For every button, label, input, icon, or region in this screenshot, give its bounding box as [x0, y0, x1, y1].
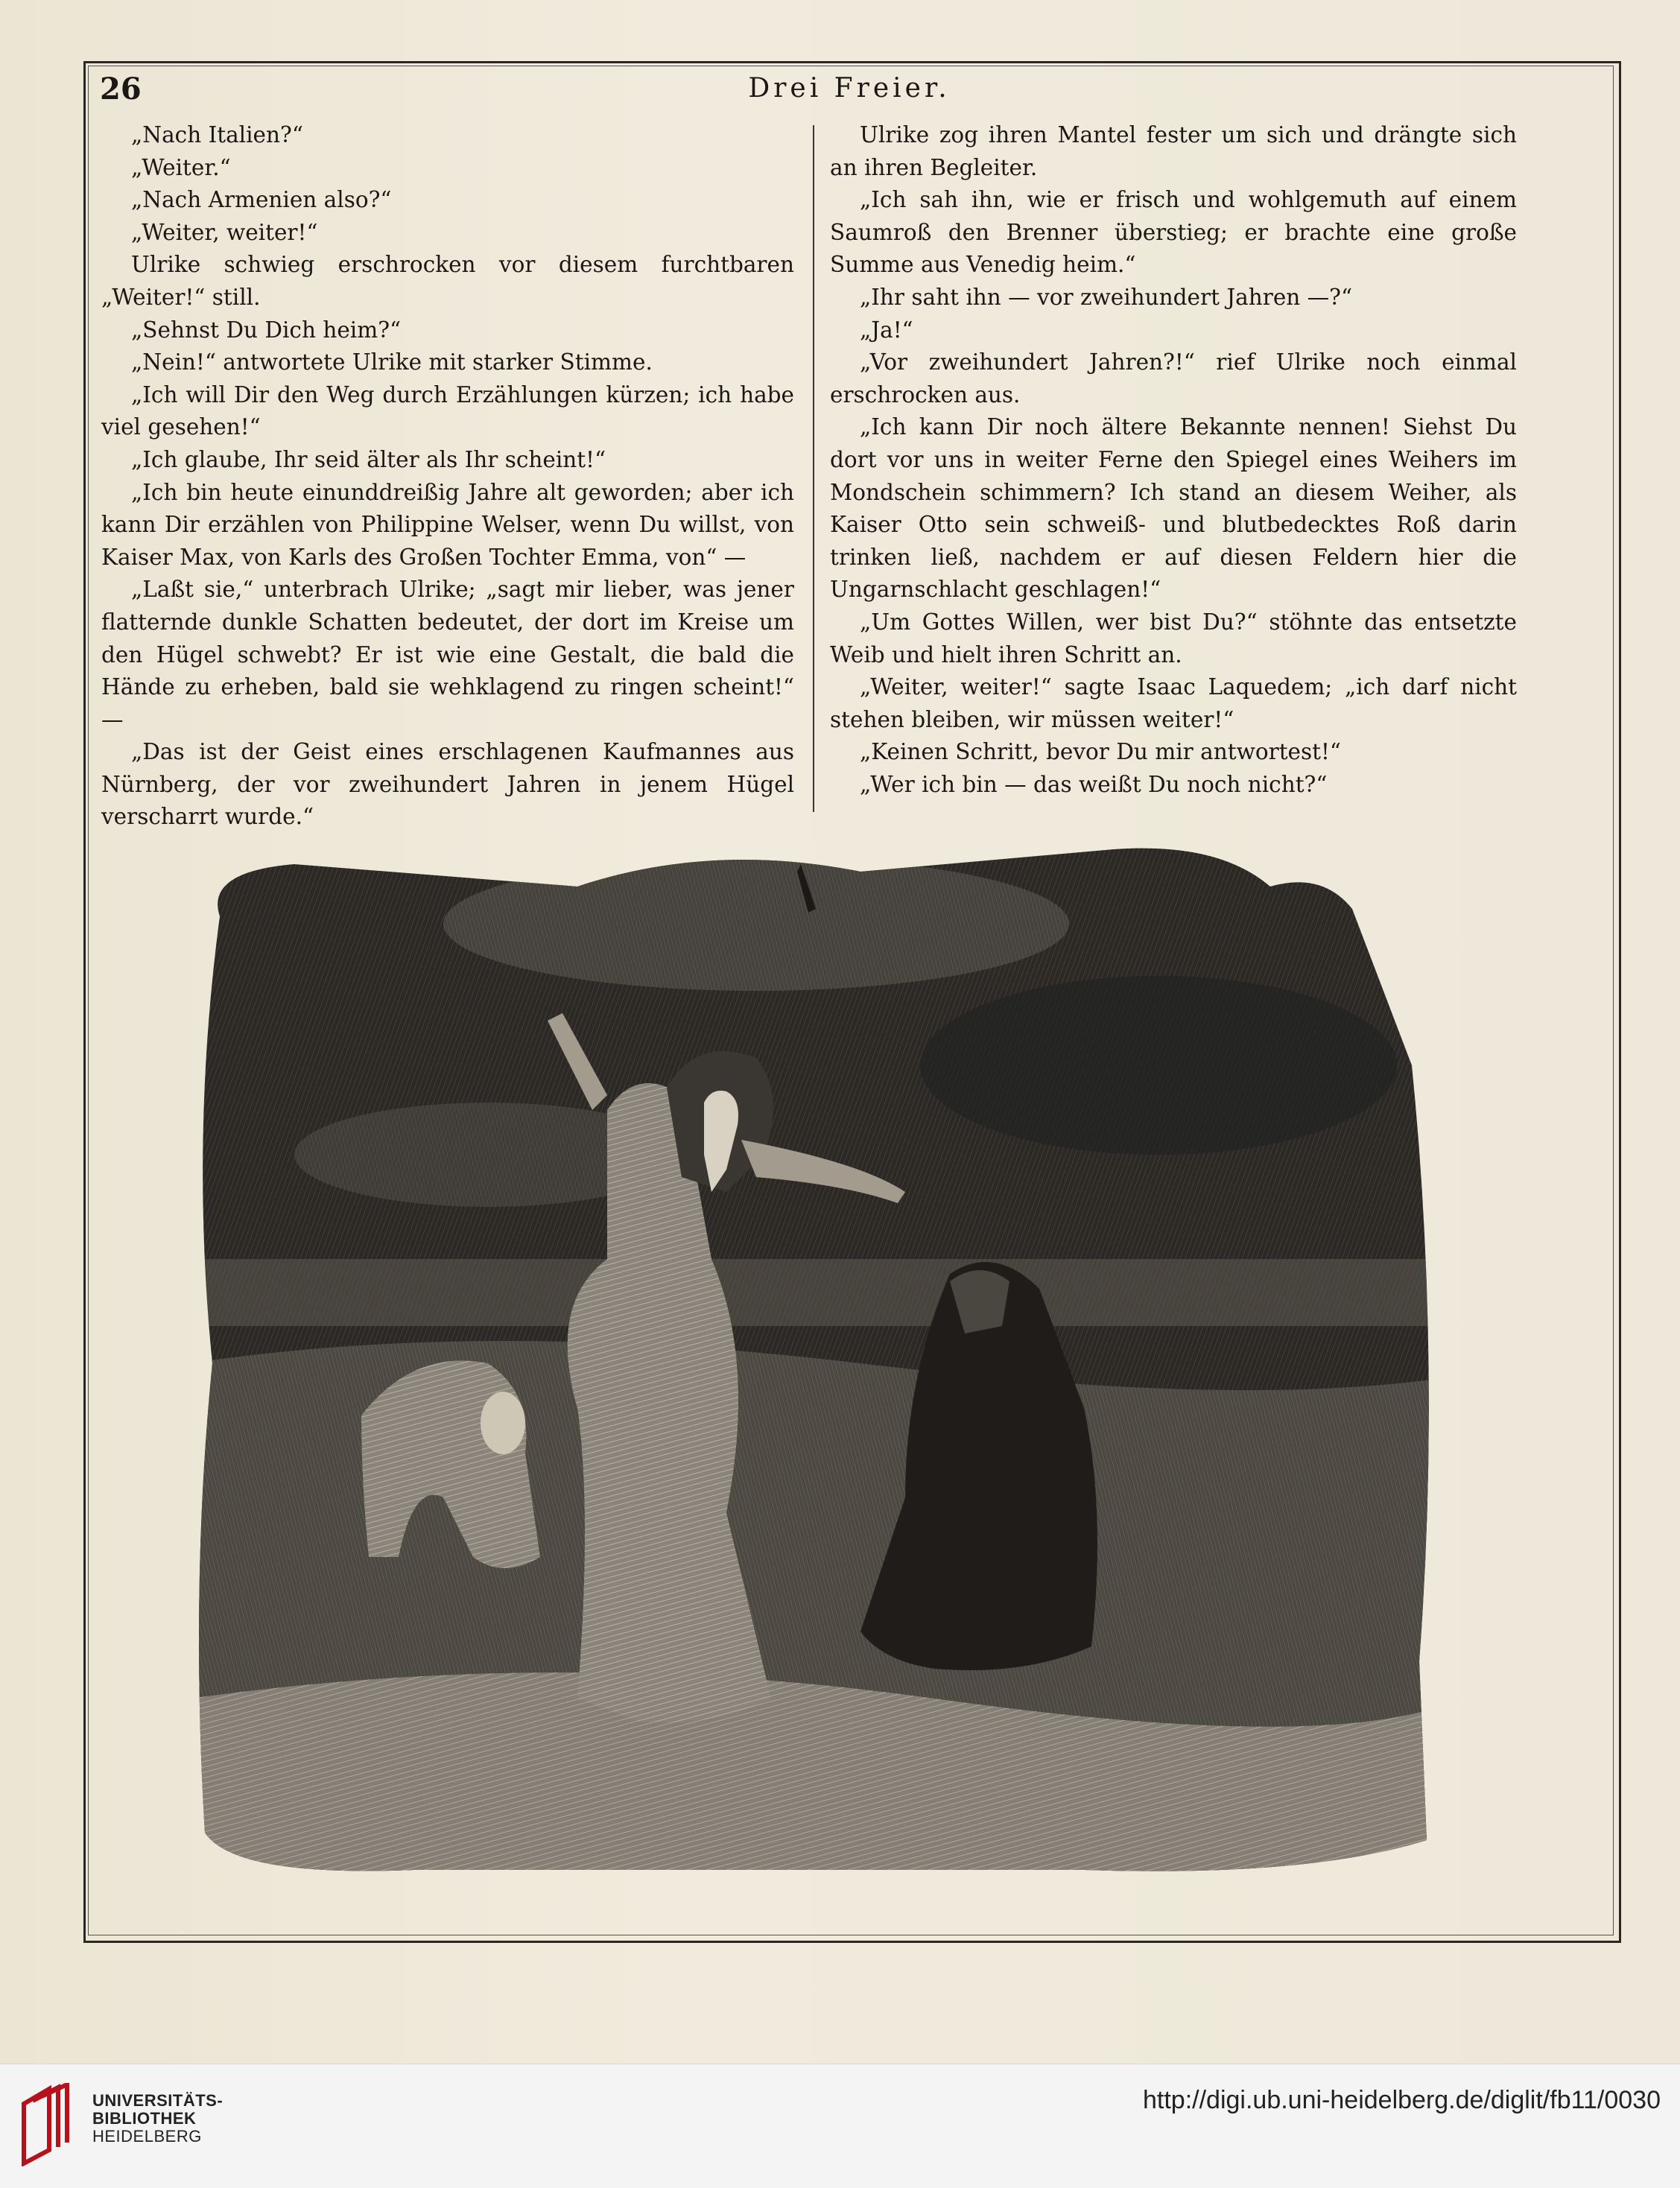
institution-line-1: UNIVERSITÄTS- [92, 2091, 224, 2110]
engraving-svg [190, 842, 1442, 1885]
paragraph: „Ich glaube, Ihr seid älter als Ihr scheint!“ [131, 446, 606, 472]
paragraph: „Ich will Dir den Weg durch Erzählungen kürzen; ich habe viel gesehen!“ [101, 381, 794, 440]
footer-bar [0, 2064, 1680, 2188]
paragraph: „Weiter.“ [131, 154, 231, 180]
university-library-logo [19, 2083, 83, 2166]
paragraph: „Ich bin heute einunddreißig Jahre alt geworden; aber ich kann Dir erzählen von Philippine Welser, wenn Du willst, von Kaiser Max, von Karls des Großen Tochter Emma, von“ — [101, 479, 794, 570]
column-divider [813, 125, 814, 812]
page-number: 26 [100, 72, 142, 107]
paragraph: „Weiter, weiter!“ sagte Isaac Laquedem; „ich darf nicht stehen bleiben, wir müssen weiter!“ [830, 674, 1517, 732]
permalink-url[interactable]: http://digi.ub.uni-heidelberg.de/diglit/fb11/0030 [1143, 2086, 1661, 2114]
right-column [830, 119, 1517, 801]
paragraph: „Das ist der Geist eines erschlagenen Kaufmannes aus Nürnberg, der vor zweihundert Jahren in jenem Hügel verscharrt wurde.“ [101, 739, 794, 830]
running-title: Drei Freier. [748, 73, 951, 104]
paragraph: „Ihr saht ihn — vor zweihundert Jahren —?“ [860, 284, 1353, 310]
paragraph: „Um Gottes Willen, wer bist Du?“ stöhnte das entsetzte Weib und hielt ihren Schritt an. [830, 609, 1517, 668]
page-header [97, 72, 1602, 109]
paragraph: „Ja!“ [860, 317, 913, 343]
paragraph: „Weiter, weiter!“ [131, 219, 318, 245]
paragraph: „Ich sah ihn, wie er frisch und wohlgemuth auf einem Saumroß den Brenner überstieg; er brachte eine große Summe aus Venedig heim.“ [830, 187, 1517, 278]
institution-line-2: BIBLIOTHEK [92, 2109, 197, 2128]
paragraph: „Keinen Schritt, bevor Du mir antwortest!“ [860, 739, 1341, 765]
left-column [101, 119, 794, 834]
paragraph: „Wer ich bin — das weißt Du noch nicht?“ [860, 771, 1328, 797]
paragraph: „Ich kann Dir noch ältere Bekannte nennen! Siehst Du dort vor uns in weiter Ferne den Spiegel eines Weihers im Mondschein schimmern? Ich stand an diesem Weiher, als Kaiser Otto sein schweiß- und blutbedecktes Roß darin trinken ließ, nachdem er auf diesen Feldern hier die Ungarnschlacht geschlagen!“ [830, 414, 1517, 603]
paragraph: „Vor zweihundert Jahren?!“ rief Ulrike noch einmal erschrocken aus. [830, 349, 1517, 408]
paragraph: Ulrike schwieg erschrocken vor diesem furchtbaren „Weiter!“ still. [101, 252, 794, 310]
paragraph: Ulrike zog ihren Mantel fester um sich und drängte sich an ihren Begleiter. [830, 122, 1517, 180]
paragraph: „Nach Armenien also?“ [131, 187, 392, 213]
paragraph: „Sehnst Du Dich heim?“ [131, 317, 402, 343]
institution-line-3: HEIDELBERG [92, 2127, 202, 2146]
paragraph: „Laßt sie,“ unterbrach Ulrike; „sagt mir lieber, was jener flatternde dunkle Schatten bedeutet, der dort im Kreise um den Hügel schwebt? Er ist wie eine Gestalt, die bald die Hände zu erheben, bald sie wehklagend zu ringen scheint!“ — [101, 577, 794, 732]
paragraph: „Nein!“ antwortete Ulrike mit starker Stimme. [131, 349, 653, 375]
institution-name [92, 2092, 223, 2146]
paragraph: „Nach Italien?“ [131, 122, 303, 148]
engraving-illustration [190, 842, 1442, 1885]
